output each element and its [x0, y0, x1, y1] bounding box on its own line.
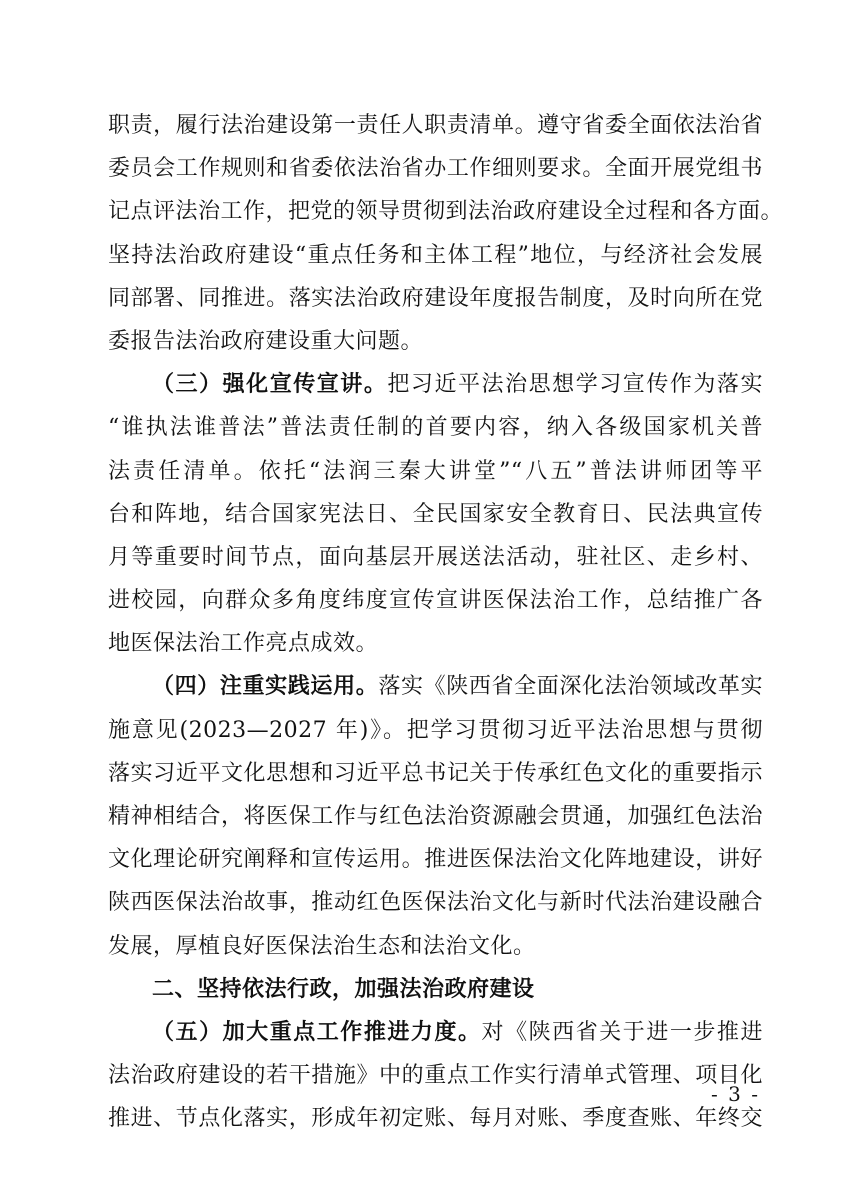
text-line: “谁执法谁普法”普法责任制的首要内容，纳入各级国家机关普 [108, 415, 763, 441]
text-line: 施意见(2023—2027 年)》。把学习贯彻习近平法治思想与贯彻 [108, 717, 763, 743]
text-line [108, 665, 763, 708]
subsection-heading: （四）注重实践运用。 [152, 674, 379, 700]
paragraph-responsibility [108, 104, 784, 363]
text-line: 落实习近平文化思想和习近平总书记关于传承红色文化的重要指示 [108, 760, 763, 786]
text-span: 把习近平法治思想学习宣传作为落实 [387, 372, 763, 398]
text-line: 台和阵地，结合国家宪法日、全民国家安全教育日、民法典宣传 [108, 501, 763, 527]
section-heading: 二、坚持依法行政，加强法治政府建设 [152, 976, 535, 1002]
document-page [108, 104, 784, 1141]
paragraph-publicity [108, 363, 763, 665]
paragraph-key-work [108, 1011, 763, 1141]
text-line: 文化理论研究阐释和宣传运用。推进医保法治文化阵地建设，讲好 [108, 847, 763, 873]
text-line [108, 363, 763, 406]
subsection-heading: （五）加大重点工作推进力度。 [152, 1019, 482, 1045]
text-line: 委员会工作规则和省委依法治省办工作细则要求。全面开展党组书 [108, 156, 763, 182]
text-line: 法治政府建设的若干措施》中的重点工作实行清单式管理、项目化 [108, 1063, 763, 1089]
text-line: 同部署、同推进。落实法治政府建设年度报告制度，及时向所在党 [108, 285, 763, 311]
text-line: 记点评法治工作，把党的领导贯彻到法治政府建设全过程和各方面。 [108, 199, 784, 225]
text-span: 对《陕西省关于进一步推进 [481, 1019, 763, 1045]
text-line: 地医保法治工作亮点成效。 [108, 631, 379, 657]
text-line: 法责任清单。依托“法润三秦大讲堂”“八五”普法讲师团等平 [108, 458, 763, 484]
paragraph-practice [108, 665, 763, 967]
text-line: 推进、节点化落实，形成年初定账、每月对账、季度查账、年终交 [108, 1106, 763, 1132]
text-span: 落实《陕西省全面深化法治领域改革实 [378, 674, 763, 700]
text-line: 精神相结合，将医保工作与红色法治资源融会贯通，加强红色法治 [108, 804, 763, 829]
text-line: 进校园，向群众多角度纬度宣传宣讲医保法治工作，总结推广各 [108, 588, 763, 614]
text-line: 陕西医保法治故事，推动红色医保法治文化与新时代法治建设融合 [108, 890, 763, 916]
page-number: - 3 - [711, 1082, 760, 1106]
text-line: 职责，履行法治建设第一责任人职责清单。遵守省委全面依法治省 [108, 113, 763, 138]
text-line: 委报告法治政府建设重大问题。 [108, 328, 424, 354]
text-line: 坚持法治政府建设“重点任务和主体工程”地位，与经济社会发展 [108, 242, 763, 268]
text-line: 月等重要时间节点，面向基层开展送法活动，驻社区、走乡村、 [108, 544, 763, 570]
subsection-heading: （三）强化宣传宣讲。 [152, 372, 388, 398]
text-line [108, 1011, 763, 1054]
text-line: 发展，厚植良好医保法治生态和法治文化。 [108, 933, 536, 959]
